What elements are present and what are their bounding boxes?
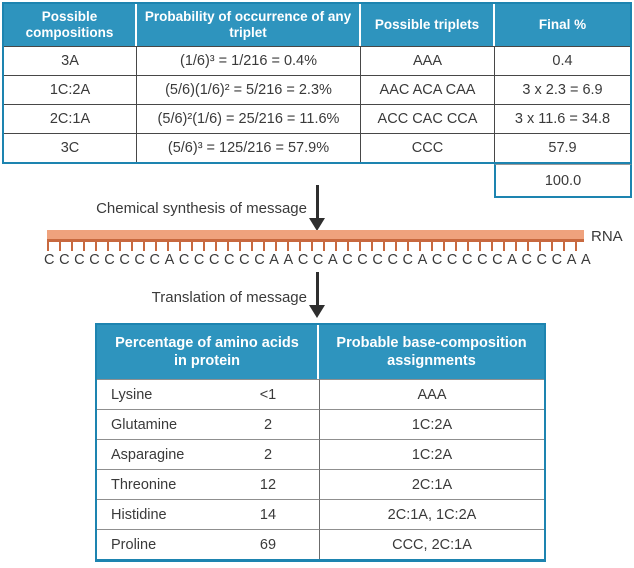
amino-acid-name: Asparagine xyxy=(111,446,185,463)
base-composition-assignment: 2C:1A, 1C:2A xyxy=(319,499,544,529)
arrow-shaft xyxy=(316,272,319,305)
table-cell-final: 0.4 xyxy=(495,46,630,75)
amino-acid-percent: 14 xyxy=(259,506,277,523)
table-cell-composition: 2C:1A xyxy=(4,104,137,133)
table-cell-probability: (5/6)³ = 125/216 = 57.9% xyxy=(137,133,361,162)
table-row-amino-acid xyxy=(97,529,319,559)
amino-acid-percent: <1 xyxy=(259,386,277,403)
table-cell-triplets: AAC ACA CAA xyxy=(361,75,495,104)
base-composition-assignment: CCC, 2C:1A xyxy=(319,529,544,559)
synthesis-label: Chemical synthesis of message xyxy=(96,200,307,217)
amino-acid-name: Lysine xyxy=(111,386,153,403)
table-cell-final: 3 x 2.3 = 6.9 xyxy=(495,75,630,104)
table-cell-composition: 3C xyxy=(4,133,137,162)
table-cell-triplets: ACC CAC CCA xyxy=(361,104,495,133)
column-header-probability: Probability of occurrence of any triplet xyxy=(137,4,361,46)
translation-label: Translation of message xyxy=(151,289,307,306)
triplet-probability-table xyxy=(2,2,632,164)
rna-strand-bar xyxy=(47,230,584,242)
table-cell-probability: (5/6)²(1/6) = 25/216 = 11.6% xyxy=(137,104,361,133)
table-row-amino-acid xyxy=(97,409,319,439)
arrow-shaft xyxy=(316,185,319,218)
amino-acid-name: Proline xyxy=(111,536,157,553)
amino-acid-name: Histidine xyxy=(111,506,167,523)
column-header-possible-triplets: Possible triplets xyxy=(361,4,495,46)
rna-label: RNA xyxy=(591,228,623,245)
base-composition-assignment: 1C:2A xyxy=(319,439,544,469)
amino-acid-name: Glutamine xyxy=(111,416,178,433)
table-cell-final: 3 x 11.6 = 34.8 xyxy=(495,104,630,133)
table-row-amino-acid xyxy=(97,439,319,469)
column-header-base-composition: Probable base-composition assignments xyxy=(319,325,544,379)
table-cell-triplets: CCC xyxy=(361,133,495,162)
table-cell-composition: 3A xyxy=(4,46,137,75)
table-row-amino-acid xyxy=(97,379,319,409)
arrow-head xyxy=(309,305,325,318)
column-header-final-percent: Final % xyxy=(495,4,630,46)
down-arrow-icon xyxy=(308,272,326,318)
base-composition-assignment: 1C:2A xyxy=(319,409,544,439)
table-row-amino-acid xyxy=(97,499,319,529)
rna-strand-ticks xyxy=(47,242,584,251)
base-composition-assignment: AAA xyxy=(319,379,544,409)
table-row-amino-acid xyxy=(97,469,319,499)
amino-acid-assignment-table xyxy=(95,323,546,562)
final-percent-total-cell: 100.0 xyxy=(494,164,632,198)
table-cell-probability: (5/6)(1/6)² = 5/216 = 2.3% xyxy=(137,75,361,104)
amino-acid-percent: 12 xyxy=(259,476,277,493)
amino-acid-name: Threonine xyxy=(111,476,177,493)
rna-sequence: CCCCCCCCACCCCCCAACCACCCCCACCCCCACCCAA xyxy=(44,252,596,268)
table-cell-probability: (1/6)³ = 1/216 = 0.4% xyxy=(137,46,361,75)
table-cell-final: 57.9 xyxy=(495,133,630,162)
table-cell-triplets: AAA xyxy=(361,46,495,75)
base-composition-assignment: 2C:1A xyxy=(319,469,544,499)
table-cell-composition: 1C:2A xyxy=(4,75,137,104)
column-header-possible-compositions: Possible compositions xyxy=(4,4,137,46)
column-header-amino-acid-percentage: Percentage of amino acids in protein xyxy=(97,325,319,379)
amino-acid-percent: 2 xyxy=(263,416,273,433)
down-arrow-icon xyxy=(308,185,326,231)
amino-acid-percent: 2 xyxy=(263,446,273,463)
amino-acid-percent: 69 xyxy=(259,536,277,553)
